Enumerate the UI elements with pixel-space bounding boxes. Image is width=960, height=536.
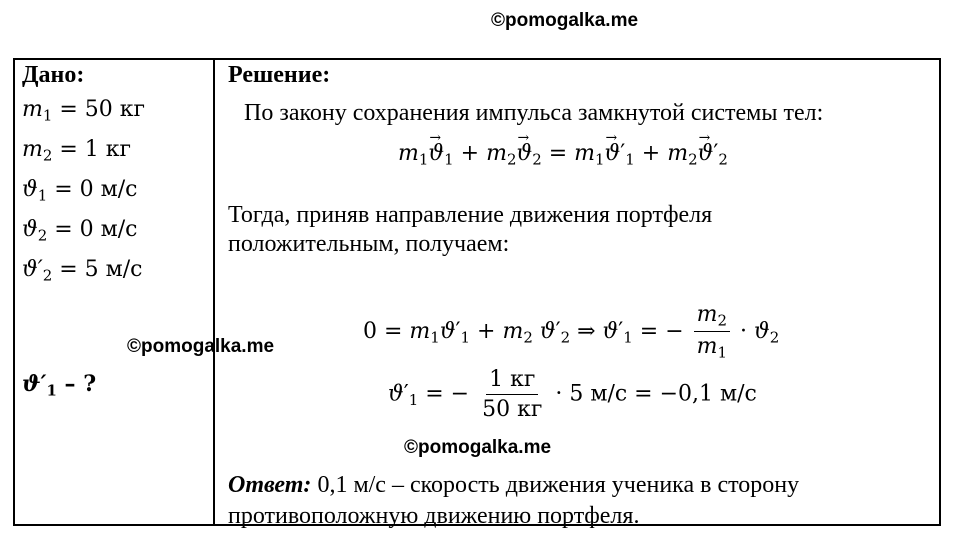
solution-line-2: Тогда, приняв направление движения портфеля — [228, 202, 713, 228]
find-unknown: $ϑ'_1$ – ? — [22, 371, 97, 400]
given-m1: $m_1 = 50$ кг — [22, 97, 146, 125]
solution-header: Решение: — [228, 62, 331, 88]
numeric-result-equation: $ϑ'_1$ = − $\frac{1 кг}{50 кг}$ · 5 м/с = −0,1 м/с — [388, 367, 757, 422]
given-v2: $ϑ_2 = 0$ м/с — [22, 217, 138, 245]
answer-line-1 — [228, 472, 799, 499]
given-v2-prime: $ϑ'_2 = 5$ м/с — [22, 257, 143, 285]
given-m2: $m_2 = 1$ кг — [22, 137, 132, 165]
column-divider — [213, 58, 215, 526]
momentum-conservation-equation: $m_1\to ϑ_1 + m_2\to ϑ_2 = m_1\to ϑ'_1 + m_2\to ϑ'_2$ — [398, 141, 728, 168]
velocity-derivation-equation: $0 = m_1ϑ'_1 + m_2$ $ϑ'_2$ ⇒ $ϑ'_1$ = − $\frac{m_2}{m_1}$ · $ϑ_2$ — [363, 302, 780, 362]
given-header: Дано: — [22, 62, 85, 88]
watermark-middle: ©pomogalka.me — [404, 437, 552, 458]
solution-line-3: положительным, получаем: — [228, 231, 510, 257]
watermark-left: ©pomogalka.me — [127, 336, 275, 357]
answer-text: 0,1 м/с – скорость движения ученика в сторону — [311, 472, 800, 498]
watermark-top: ©pomogalka.me — [491, 10, 639, 31]
answer-line-2: противоположную движению портфеля. — [228, 503, 640, 529]
solution-line-1: По закону сохранения импульса замкнутой системы тел: — [244, 100, 824, 126]
answer-label: Ответ: — [228, 472, 312, 498]
given-v1: $ϑ_1 = 0$ м/с — [22, 177, 138, 205]
